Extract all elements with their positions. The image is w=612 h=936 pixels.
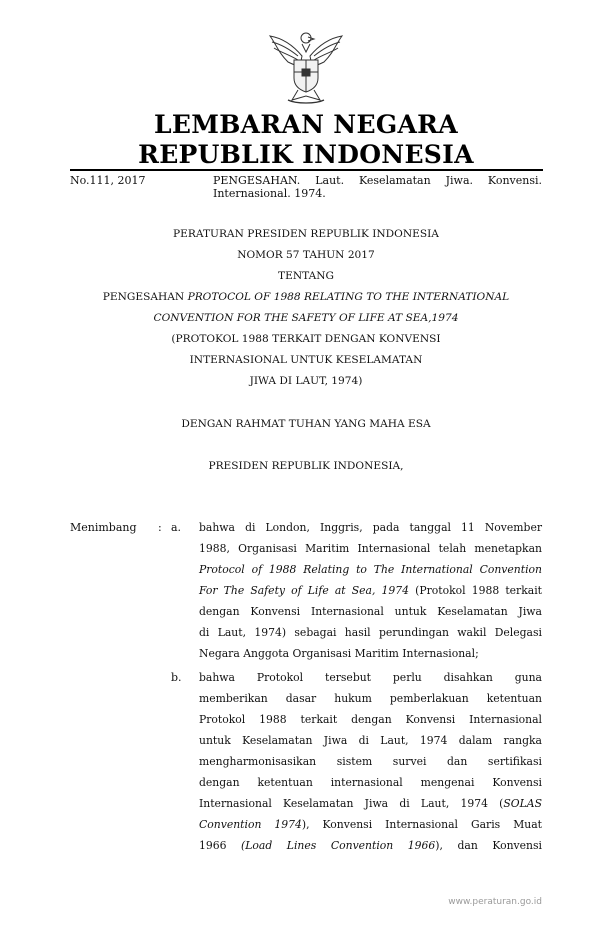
footer-url[interactable]: www.peraturan.go.id: [448, 897, 542, 907]
item-b-text: ), dan Konvensi: [435, 839, 542, 852]
regulation-title-line2: CONVENTION FOR THE SAFETY OF LIFE AT SEA,1974: [153, 312, 459, 324]
garuda-emblem-icon: [262, 26, 350, 106]
item-a-line: Protocol of 1988 Relating to The International Convention: [199, 563, 542, 576]
regulation-heading: PERATURAN PRESIDEN REPUBLIK INDONESIA: [173, 228, 439, 240]
item-b-line: dengan ketentuan internasional mengenai Konvensi: [199, 776, 542, 789]
item-b-italic: (Load Lines Convention 1966: [241, 839, 436, 852]
item-a-marker: a.: [171, 521, 182, 534]
regulation-title-line5: JIWA DI LAUT, 1974): [249, 375, 363, 387]
item-b-text: 1966: [199, 839, 242, 852]
item-b-italic: SOLAS: [503, 797, 542, 810]
item-a-line: Negara Anggota Organisasi Maritim Internasional;: [199, 647, 479, 660]
item-b-text: ), Konvensi Internasional Garis Muat: [301, 818, 542, 831]
regulation-title-line3: (PROTOKOL 1988 TERKAIT DENGAN KONVENSI: [171, 333, 441, 345]
item-a-line: di Laut, 1974) sebagai hasil perundingan wakil Delegasi: [199, 626, 542, 639]
regulation-number: NOMOR 57 TAHUN 2017: [237, 249, 375, 261]
regulation-title-line1: [0, 291, 612, 303]
item-a-line: bahwa di London, Inggris, pada tanggal 11 November: [199, 521, 542, 534]
item-b-marker: b.: [171, 671, 182, 684]
blessing-line: DENGAN RAHMAT TUHAN YANG MAHA ESA: [181, 418, 431, 430]
item-b-line: mengharmonisasikan sistem survei dan sertifikasi: [199, 755, 542, 768]
item-a-italic: For The Safety of Life at Sea, 1974: [199, 584, 410, 597]
item-b-italic: Convention 1974: [199, 818, 302, 831]
regulation-title-line4: INTERNASIONAL UNTUK KESELAMATAN: [189, 354, 423, 366]
item-b-text: Internasional Keselamatan Jiwa di Laut, 1974 (: [199, 797, 504, 810]
item-b-line: Protokol 1988 terkait dengan Konvensi Internasional: [199, 713, 542, 726]
masthead-line1: LEMBARAN NEGARA: [154, 110, 458, 139]
president-line: PRESIDEN REPUBLIK INDONESIA,: [208, 460, 404, 472]
item-b-line: [199, 839, 542, 852]
item-b-line: memberikan dasar hukum pemberlakuan ketentuan: [199, 692, 542, 705]
item-a-line: [199, 584, 542, 597]
item-b-line: [199, 818, 542, 831]
title-prefix: PENGESAHAN: [102, 291, 188, 303]
gazette-number: No.111, 2017: [70, 174, 146, 187]
item-b-line: untuk Keselamatan Jiwa di Laut, 1974 dalam rangka: [199, 734, 542, 747]
title-italic-1: PROTOCOL OF 1988 RELATING TO THE INTERNATIONAL: [187, 291, 510, 303]
considering-colon: :: [158, 521, 162, 534]
item-a-line: 1988, Organisasi Maritim Internasional telah menetapkan: [199, 542, 542, 555]
considering-label: Menimbang: [70, 521, 137, 534]
item-a-line: dengan Konvensi Internasional untuk Keselamatan Jiwa: [199, 605, 542, 618]
masthead-line2: REPUBLIK INDONESIA: [138, 140, 474, 169]
header-rule: [70, 169, 543, 171]
item-a-text: (Protokol 1988 terkait: [409, 584, 542, 597]
item-b-line: [199, 797, 542, 810]
gazette-subject: PENGESAHAN. Laut. Keselamatan Jiwa. Konvensi. Internasional. 1974.: [213, 174, 542, 200]
about-label: TENTANG: [278, 270, 334, 282]
item-b-line: bahwa Protokol tersebut perlu disahkan guna: [199, 671, 542, 684]
